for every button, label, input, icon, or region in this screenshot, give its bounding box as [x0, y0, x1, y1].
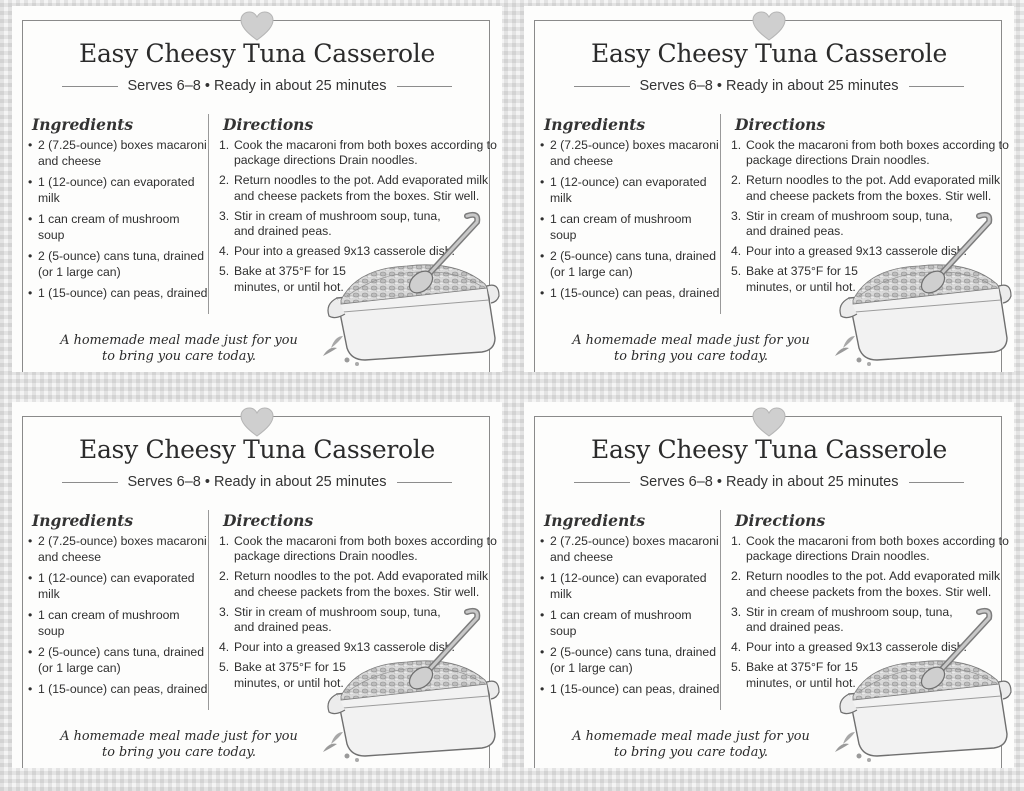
step-text: Pour into a greased 9x13 casserole dish. [234, 640, 455, 655]
step-number: 3. [219, 208, 230, 223]
ingredients-heading: Ingredients [544, 115, 646, 134]
bullet: • [28, 571, 33, 585]
bullet: • [28, 249, 33, 263]
step-number: 5. [219, 264, 230, 279]
ingredients-heading: Ingredients [32, 511, 134, 530]
ingredient-item [26, 682, 208, 698]
bullet: • [540, 212, 545, 226]
bullet: • [28, 645, 33, 659]
divider-line [909, 482, 965, 483]
ingredient-item [538, 212, 720, 243]
ingredient-text: 2 (5-ounce) cans tuna, drained (or 1 large can) [38, 645, 204, 675]
ingredient-item [538, 138, 720, 169]
ingredient-text: 1 (12-ounce) can evaporated milk [550, 571, 707, 601]
step-number: 3. [731, 604, 742, 619]
tagline-line: to bring you care today. [102, 745, 256, 760]
casserole-dish-illustration [317, 208, 502, 368]
ingredient-text: 2 (5-ounce) cans tuna, drained (or 1 large can) [550, 249, 716, 279]
tagline-line: A homemade meal made just for you [60, 729, 298, 744]
casserole-dish-illustration [829, 208, 1014, 368]
ingredient-item [538, 645, 720, 676]
step-text: Cook the macaroni from both boxes according to package directions Drain noodles. [746, 534, 1009, 564]
step-text: Pour into a greased 9x13 casserole dish. [746, 640, 967, 655]
ingredient-text: 2 (5-ounce) cans tuna, drained (or 1 large can) [38, 249, 204, 279]
direction-step [731, 569, 1021, 599]
step-number: 2. [219, 569, 230, 584]
step-number: 2. [731, 173, 742, 188]
bullet: • [28, 212, 33, 226]
recipe-card [12, 402, 502, 768]
ingredients-list [26, 138, 208, 308]
step-text: Bake at 375°F for 15 minutes, or until hot. [746, 660, 858, 690]
ingredient-text: 1 can cream of mushroom soup [550, 608, 692, 638]
step-text: Bake at 375°F for 15 minutes, or until hot. [234, 264, 346, 294]
casserole-dish-illustration [317, 604, 502, 764]
recipe-subtitle: Serves 6–8 • Ready in about 25 minutes [127, 78, 387, 94]
step-text: Bake at 375°F for 15 minutes, or until hot. [234, 660, 346, 690]
divider-line [62, 86, 118, 87]
direction-step [219, 569, 509, 599]
step-text: Cook the macaroni from both boxes according to package directions Drain noodles. [234, 534, 497, 564]
tagline [34, 333, 324, 365]
recipe-title: Easy Cheesy Tuna Casserole [591, 435, 947, 464]
ingredient-item [538, 534, 720, 565]
heart-icon [240, 407, 274, 437]
ingredient-text: 2 (5-ounce) cans tuna, drained (or 1 large can) [550, 645, 716, 675]
recipe-subtitle: Serves 6–8 • Ready in about 25 minutes [639, 78, 899, 94]
step-text: Return noodles to the pot. Add evaporated milk and cheese packets from the boxes. Stir well. [746, 569, 1001, 599]
recipe-card [524, 6, 1014, 372]
ingredients-list [26, 534, 208, 704]
ingredient-item [26, 138, 208, 169]
tagline-line: A homemade meal made just for you [572, 333, 810, 348]
ingredient-item [538, 608, 720, 639]
heart-icon [752, 11, 786, 41]
column-divider [208, 510, 209, 710]
ingredient-text: 1 (12-ounce) can evaporated milk [38, 571, 195, 601]
step-number: 4. [731, 640, 742, 655]
recipe-subtitle: Serves 6–8 • Ready in about 25 minutes [127, 474, 387, 490]
column-divider [720, 510, 721, 710]
step-text: Pour into a greased 9x13 casserole dish. [746, 244, 967, 259]
bullet: • [28, 608, 33, 622]
ingredient-text: 1 (15-ounce) can peas, drained [550, 682, 720, 696]
ingredient-text: 2 (7.25-ounce) boxes macaroni and cheese [38, 138, 207, 168]
bullet: • [28, 682, 33, 696]
ingredients-list [538, 138, 720, 308]
heart-icon [752, 407, 786, 437]
bullet: • [540, 682, 545, 696]
step-number: 5. [219, 660, 230, 675]
recipe-card [12, 6, 502, 372]
bullet: • [540, 175, 545, 189]
ingredient-text: 1 can cream of mushroom soup [38, 608, 180, 638]
subtitle-row [62, 472, 452, 492]
ingredient-item [538, 682, 720, 698]
direction-step [731, 138, 1021, 168]
step-text: Return noodles to the pot. Add evaporated milk and cheese packets from the boxes. Stir well. [234, 173, 489, 203]
directions-heading: Directions [735, 115, 826, 134]
bullet: • [28, 286, 33, 300]
divider-line [574, 482, 630, 483]
ingredient-text: 1 (15-ounce) can peas, drained [38, 286, 208, 300]
step-number: 4. [731, 244, 742, 259]
recipe-title: Easy Cheesy Tuna Casserole [591, 39, 947, 68]
ingredients-heading: Ingredients [544, 511, 646, 530]
divider-line [62, 482, 118, 483]
bullet: • [540, 608, 545, 622]
ingredient-text: 2 (7.25-ounce) boxes macaroni and cheese [550, 138, 719, 168]
ingredients-heading: Ingredients [32, 115, 134, 134]
bullet: • [540, 571, 545, 585]
ingredient-text: 1 (15-ounce) can peas, drained [550, 286, 720, 300]
ingredient-item [26, 249, 208, 280]
recipe-card [524, 402, 1014, 768]
ingredient-item [26, 608, 208, 639]
tagline-line: to bring you care today. [102, 349, 256, 364]
bullet: • [540, 249, 545, 263]
ingredient-text: 2 (7.25-ounce) boxes macaroni and cheese [550, 534, 719, 564]
ingredient-text: 1 (15-ounce) can peas, drained [38, 682, 208, 696]
ingredients-list [538, 534, 720, 704]
step-number: 1. [731, 138, 742, 152]
bullet: • [28, 175, 33, 189]
ingredient-text: 1 can cream of mushroom soup [38, 212, 180, 242]
bullet: • [28, 534, 33, 548]
bullet: • [28, 138, 33, 152]
ingredient-item [538, 286, 720, 302]
recipe-title: Easy Cheesy Tuna Casserole [79, 435, 435, 464]
direction-step [219, 173, 509, 203]
tagline-line: to bring you care today. [614, 745, 768, 760]
ingredient-text: 1 (12-ounce) can evaporated milk [550, 175, 707, 205]
step-text: Stir in cream of mushroom soup, tuna, and drained peas. [234, 208, 441, 239]
column-divider [208, 114, 209, 314]
direction-step [731, 173, 1021, 203]
direction-step [731, 534, 1021, 564]
ingredient-text: 1 can cream of mushroom soup [550, 212, 692, 242]
step-number: 3. [731, 208, 742, 223]
heart-icon [240, 11, 274, 41]
bullet: • [540, 534, 545, 548]
directions-heading: Directions [223, 511, 314, 530]
tagline-line: to bring you care today. [614, 349, 768, 364]
step-text: Stir in cream of mushroom soup, tuna, and drained peas. [234, 604, 441, 635]
step-number: 1. [219, 138, 230, 152]
step-text: Return noodles to the pot. Add evaporated milk and cheese packets from the boxes. Stir well. [234, 569, 489, 599]
step-text: Stir in cream of mushroom soup, tuna, and drained peas. [746, 208, 953, 239]
tagline [34, 729, 324, 761]
bullet: • [540, 286, 545, 300]
recipe-subtitle: Serves 6–8 • Ready in about 25 minutes [639, 474, 899, 490]
subtitle-row [574, 76, 964, 96]
ingredient-item [538, 249, 720, 280]
tagline [546, 729, 836, 761]
directions-heading: Directions [223, 115, 314, 134]
step-text: Cook the macaroni from both boxes according to package directions Drain noodles. [234, 138, 497, 168]
tagline-line: A homemade meal made just for you [60, 333, 298, 348]
step-text: Bake at 375°F for 15 minutes, or until hot. [746, 264, 858, 294]
step-number: 3. [219, 604, 230, 619]
step-number: 1. [731, 534, 742, 548]
casserole-dish-illustration [829, 604, 1014, 764]
step-number: 5. [731, 660, 742, 675]
direction-step [219, 138, 509, 168]
subtitle-row [62, 76, 452, 96]
step-number: 2. [219, 173, 230, 188]
step-text: Stir in cream of mushroom soup, tuna, and drained peas. [746, 604, 953, 635]
step-text: Pour into a greased 9x13 casserole dish. [234, 244, 455, 259]
bullet: • [540, 645, 545, 659]
tagline [546, 333, 836, 365]
step-text: Return noodles to the pot. Add evaporated milk and cheese packets from the boxes. Stir well. [746, 173, 1001, 203]
divider-line [909, 86, 965, 87]
ingredient-text: 2 (7.25-ounce) boxes macaroni and cheese [38, 534, 207, 564]
subtitle-row [574, 472, 964, 492]
tagline-line: A homemade meal made just for you [572, 729, 810, 744]
ingredient-item [538, 571, 720, 602]
column-divider [720, 114, 721, 314]
step-number: 4. [219, 640, 230, 655]
step-number: 5. [731, 264, 742, 279]
ingredient-text: 1 (12-ounce) can evaporated milk [38, 175, 195, 205]
ingredient-item [26, 212, 208, 243]
step-text: Cook the macaroni from both boxes according to package directions Drain noodles. [746, 138, 1009, 168]
divider-line [574, 86, 630, 87]
ingredient-item [26, 175, 208, 206]
divider-line [397, 482, 453, 483]
direction-step [219, 534, 509, 564]
step-number: 4. [219, 244, 230, 259]
ingredient-item [26, 286, 208, 302]
divider-line [397, 86, 453, 87]
ingredient-item [26, 645, 208, 676]
step-number: 2. [731, 569, 742, 584]
bullet: • [540, 138, 545, 152]
step-number: 1. [219, 534, 230, 548]
ingredient-item [538, 175, 720, 206]
ingredient-item [26, 534, 208, 565]
directions-heading: Directions [735, 511, 826, 530]
ingredient-item [26, 571, 208, 602]
recipe-title: Easy Cheesy Tuna Casserole [79, 39, 435, 68]
